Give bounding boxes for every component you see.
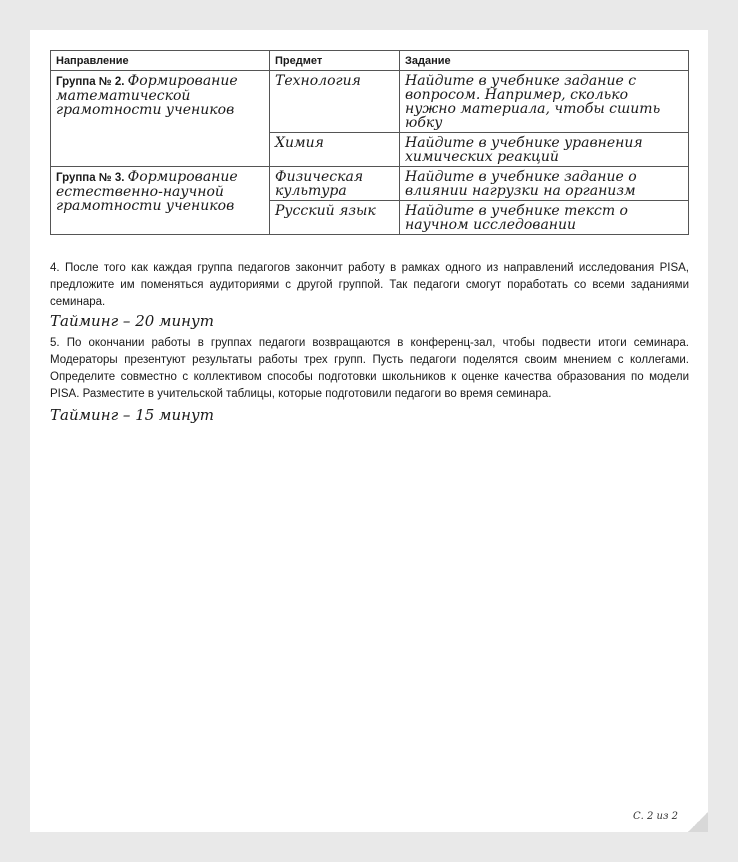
timing-20: Тайминг – 20 минут xyxy=(50,312,214,330)
header-task: Задание xyxy=(400,51,689,71)
direction-cell: Группа № 3. Формирование естественно-научной грамотности учеников xyxy=(51,167,270,235)
task-table xyxy=(50,50,689,235)
subject-cell: Русский язык xyxy=(270,201,400,235)
paragraph-step-4: 4. После того как каждая группа педагогов закончит работу в рамках одного из направлений исследования PISA, предложите им поменяться аудиториями с другой группой. Так педагоги смогут поработать со всеми заданиями семинара. xyxy=(50,262,689,308)
header-subject: Предмет xyxy=(270,51,400,71)
subject-cell: Химия xyxy=(270,133,400,167)
task-cell: Найдите в учебнике текст о научном исследовании xyxy=(400,201,689,235)
task-cell: Найдите в учебнике задание с вопросом. Например, сколько нужно материала, чтобы сшить юбку xyxy=(400,71,689,133)
paragraph-step-5: 5. По окончании работы в группах педагоги возвращаются в конференц-зал, чтобы подвести итоги семинара. Модераторы презентуют результаты работы трех групп. Пусть педагоги поделятся своим мнением с коллегами. Определите совместно с коллективом способы подготовки школьников к оценке качества образования по модели PISA. Разместите в учительской таблицы, которые подготовили педагоги во время семинара. xyxy=(50,337,689,400)
group-label: Группа № 2 xyxy=(56,76,122,88)
table-row xyxy=(51,167,689,201)
direction-text: Формирование естественно-научной грамотности учеников xyxy=(56,169,238,214)
subject-cell: Физическая культура xyxy=(270,167,400,201)
direction-text: Формирование математической грамотности учеников xyxy=(56,73,238,118)
task-cell: Найдите в учебнике уравнения химических реакций xyxy=(400,133,689,167)
table-header-row xyxy=(51,51,689,71)
page-corner-fold xyxy=(688,812,708,832)
subject-cell: Технология xyxy=(270,71,400,133)
direction-cell: Группа № 2. Формирование математической грамотности учеников xyxy=(51,71,270,167)
timing-15: Тайминг – 15 минут xyxy=(50,406,214,424)
document-page xyxy=(30,30,708,832)
table-row xyxy=(51,71,689,133)
page-number: С. 2 из 2 xyxy=(633,811,678,822)
task-cell: Найдите в учебнике задание о влиянии нагрузки на организм xyxy=(400,167,689,201)
group-label: Группа № 3 xyxy=(56,172,122,184)
header-direction: Направление xyxy=(51,51,270,71)
